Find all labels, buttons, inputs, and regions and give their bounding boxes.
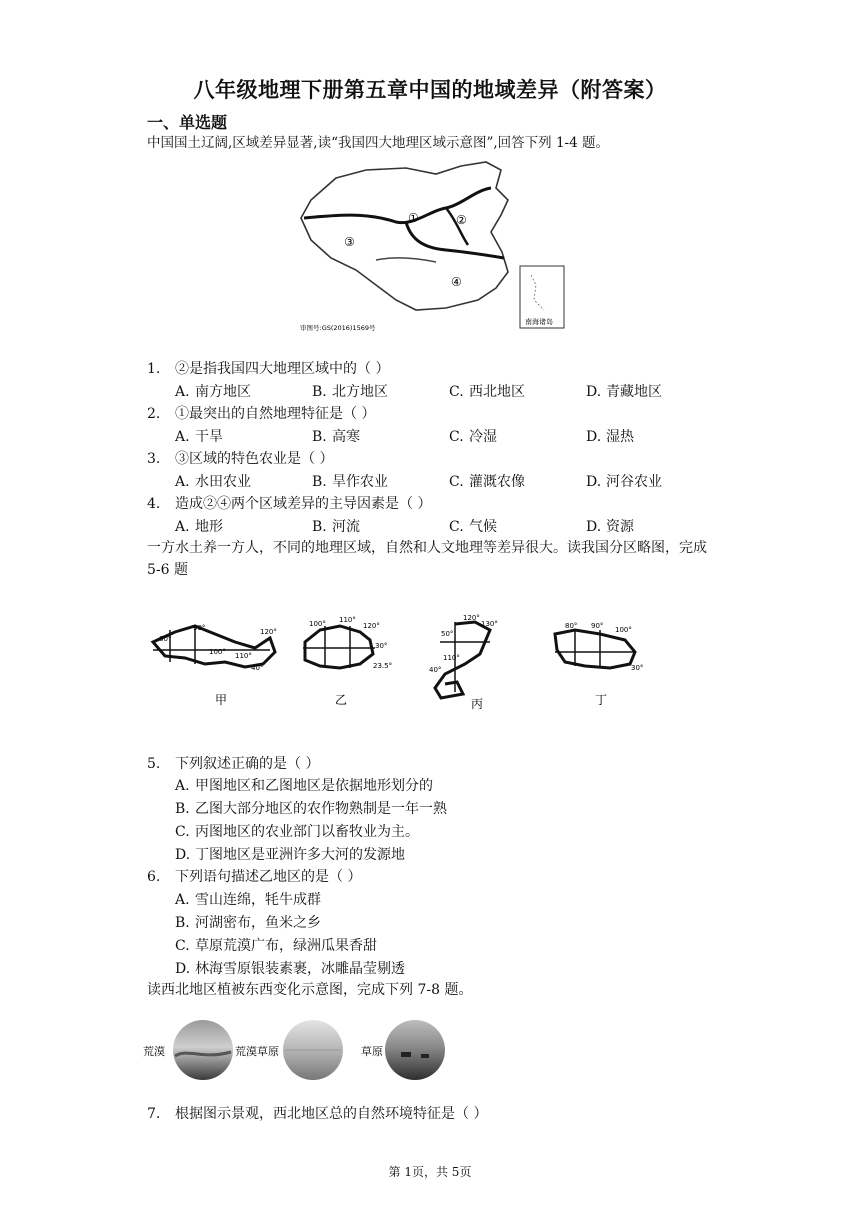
section-heading: 一、单选题 — [147, 113, 228, 132]
svg-text:80°: 80° — [159, 635, 172, 643]
option[interactable]: D. 青藏地区 — [586, 384, 662, 400]
option[interactable]: B. 河湖密布，鱼米之乡 — [175, 915, 321, 931]
region-map-jia — [153, 624, 277, 707]
question-1-options — [175, 381, 735, 401]
region-label-3: ③ — [344, 235, 355, 249]
option[interactable]: C. 气候 — [449, 519, 497, 535]
region-maps-figure — [145, 612, 665, 712]
svg-text:30°: 30° — [375, 642, 388, 650]
steppe-photo — [385, 1020, 445, 1080]
option[interactable]: A. 甲图地区和乙图地区是依据地形划分的 — [175, 778, 433, 794]
svg-text:40°: 40° — [251, 664, 264, 672]
svg-text:30°: 30° — [631, 664, 644, 672]
option[interactable]: C. 丙图地区的农业部门以畜牧业为主。 — [175, 824, 419, 840]
option[interactable]: C. 西北地区 — [449, 384, 525, 400]
option[interactable]: D. 湿热 — [586, 429, 634, 445]
svg-text:50°: 50° — [441, 630, 454, 638]
question-6: 6. 下列语句描述乙地区的是（ ） — [147, 869, 362, 885]
option[interactable]: D. 林海雪原银装素裹，冰雕晶莹剔透 — [175, 961, 405, 977]
region-map-yi — [303, 616, 392, 707]
landscape-label-desert: 荒漠 — [143, 1045, 165, 1058]
option[interactable]: A. 地形 — [175, 519, 223, 535]
page-title: 八年级地理下册第五章中国的地域差异（附答案） — [193, 77, 667, 102]
region-map-label: 乙 — [335, 693, 348, 707]
region-map-bing — [429, 614, 498, 711]
option[interactable]: C. 灌溉农像 — [449, 474, 525, 490]
region-label-2: ② — [456, 213, 467, 227]
question-2: 2. ①最突出的自然地理特征是（ ） — [147, 406, 376, 422]
question-3: 3. ③区域的特色农业是（ ） — [147, 451, 334, 467]
svg-text:100°: 100° — [309, 620, 326, 628]
question-4: 4. 造成②④两个区域差异的主导因素是（ ） — [147, 496, 432, 512]
question-7: 7. 根据图示景观，西北地区总的自然环境特征是（ ） — [147, 1106, 488, 1122]
svg-text:90°: 90° — [591, 622, 604, 630]
svg-text:100°: 100° — [209, 648, 226, 656]
region-label-1: ① — [408, 211, 419, 225]
option[interactable]: B. 高寒 — [312, 429, 360, 445]
inset-label: 南海诸岛 — [525, 318, 553, 326]
intro-paragraph-2: 一方水土养一方人，不同的地理区域，自然和人文地理等差异很大。读我国分区略图，完成 5-6 题 — [147, 540, 707, 578]
vegetation-landscape-figure — [143, 1018, 453, 1082]
option[interactable]: D. 河谷农业 — [586, 474, 662, 490]
option[interactable]: D. 资源 — [586, 519, 634, 535]
option[interactable]: B. 乙图大部分地区的农作物熟制是一年一熟 — [175, 801, 447, 817]
page-footer: 第 1页，共 5页 — [388, 1165, 472, 1179]
option[interactable]: A. 干旱 — [175, 429, 223, 445]
option[interactable]: A. 南方地区 — [175, 384, 251, 400]
svg-text:120°: 120° — [463, 614, 480, 622]
option[interactable]: B. 河流 — [312, 519, 360, 535]
region-map-label: 丙 — [471, 697, 484, 711]
svg-text:100°: 100° — [615, 626, 632, 634]
region-map-label: 甲 — [215, 693, 228, 707]
question-1: 1. ②是指我国四大地理区域中的（ ） — [147, 361, 390, 377]
option[interactable]: B. 北方地区 — [312, 384, 388, 400]
region-map-label: 丁 — [595, 693, 608, 707]
svg-text:120°: 120° — [260, 628, 277, 636]
svg-text:130°: 130° — [481, 620, 498, 628]
svg-text:110°: 110° — [235, 652, 252, 660]
region-map-ding — [555, 622, 643, 707]
landscape-label-desert-steppe: 荒漠草原 — [235, 1045, 279, 1058]
region-label-4: ④ — [451, 275, 462, 289]
option[interactable]: A. 雪山连绵，牦牛成群 — [175, 892, 321, 908]
svg-text:40°: 40° — [429, 666, 442, 674]
svg-text:23.5°: 23.5° — [373, 662, 393, 670]
question-2-options — [175, 426, 735, 446]
svg-text:110°: 110° — [339, 616, 356, 624]
intro-paragraph-3: 读西北地区植被东西变化示意图，完成下列 7-8 题。 — [147, 982, 473, 998]
svg-text:120°: 120° — [363, 622, 380, 630]
option[interactable]: C. 冷湿 — [449, 429, 497, 445]
option[interactable]: D. 丁图地区是亚洲许多大河的发源地 — [175, 847, 405, 863]
landscape-label-steppe: 草原 — [361, 1045, 383, 1058]
question-4-options — [175, 516, 735, 536]
option[interactable]: A. 水田农业 — [175, 474, 251, 490]
china-regions-map — [296, 160, 566, 340]
question-3-options — [175, 471, 735, 491]
svg-text:110°: 110° — [443, 654, 460, 662]
svg-text:90°: 90° — [193, 624, 206, 632]
svg-text:80°: 80° — [565, 622, 578, 630]
option[interactable]: B. 旱作农业 — [312, 474, 388, 490]
map-approval-number: 审图号:GS(2016)1569号 — [300, 324, 376, 332]
intro-paragraph-1: 中国国土辽阔,区域差异显著,读“我国四大地理区域示意图”,回答下列 1-4 题。 — [147, 135, 609, 151]
option[interactable]: C. 草原荒漠广布，绿洲瓜果香甜 — [175, 938, 377, 954]
desert-photo — [173, 1020, 233, 1080]
question-5: 5. 下列叙述正确的是（ ） — [147, 756, 320, 772]
